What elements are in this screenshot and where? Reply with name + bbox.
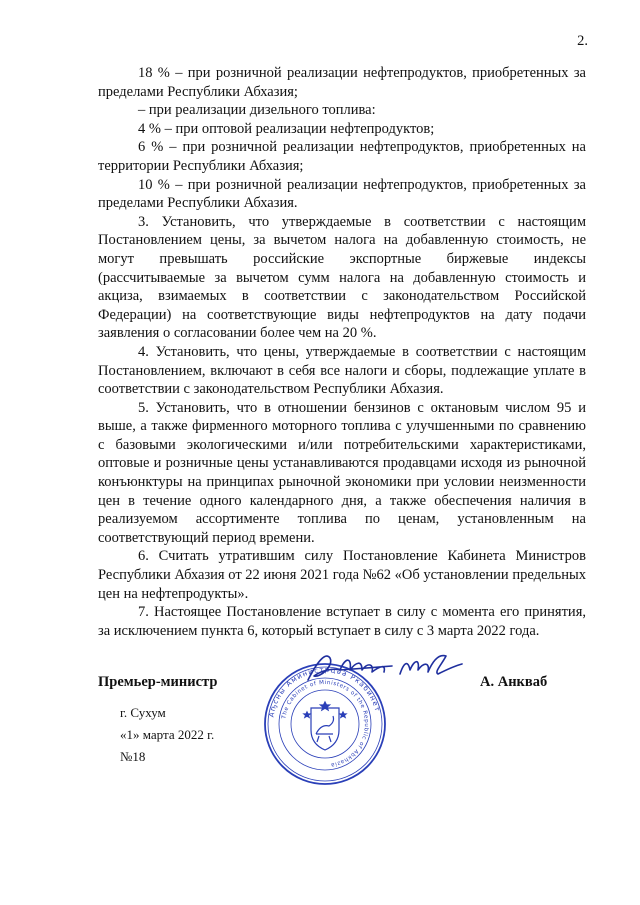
city: г. Сухум bbox=[120, 705, 166, 720]
date: «1» марта 2022 г. bbox=[120, 727, 215, 742]
paragraph: 4 % – при оптовой реализации нефтепродуктов; bbox=[138, 120, 435, 137]
body-text bbox=[98, 64, 586, 640]
signatory-title: Премьер-министр bbox=[98, 674, 218, 690]
svg-text:Аҧсны Аминистрцәа Ркабинет: Аҧсны Аминистрцәа Ркабинет bbox=[267, 665, 382, 718]
paragraph: 6. Считать утратившим силу Постановление Кабинета Министров Республики Абхазия от 22 июня 2021 года №62 «Об установлении предельных цен на нефтепродукты». bbox=[98, 548, 586, 602]
emblem-icon bbox=[304, 702, 346, 750]
paragraph: 10 % – при розничной реализации нефтепродуктов, приобретенных за пределами Республики Абхазия. bbox=[98, 176, 586, 212]
page-number: 2. bbox=[577, 33, 588, 49]
paragraph: 4. Установить, что цены, утверждаемые в соответствии с настоящим Постановлением, включают в себя все налоги и сборы, подлежащие уплате в соответствии с законодательством Республики Абхазия. bbox=[98, 343, 586, 398]
handwritten-signature bbox=[300, 648, 470, 688]
paragraph: 6 % – при розничной реализации нефтепродуктов, приобретенных на территории Республики Абхазия; bbox=[98, 139, 586, 174]
paragraph: 5. Установить, что в отношении бензинов с октановым числом 95 и выше, а также фирменного моторного топлива с улучшенными по сравнению с базовыми экологическими и/или потребительскими характеристиками, оптовые и розничные цены устанавливаются продавцами исходя из рыночной конъюнктуры на принципах рыночной экономики при условии неизменности цен в течение одного календарного дня, а также обеспечения наличия в реализуемом ассортименте топлива по ценам, установленным на соответствующий период времени. bbox=[98, 399, 586, 546]
svg-text:The Cabinet of Ministers of th: The Cabinet of Ministers of the Republic of Abkhazia bbox=[281, 679, 370, 768]
paragraph: – при реализации дизельного топлива: bbox=[138, 102, 376, 119]
paragraph: 18 % – при розничной реализации нефтепродуктов, приобретенных за пределами Республики Абхазия; bbox=[98, 65, 586, 100]
paragraph: 3. Установить, что утверждаемые в соответствии с настоящим Постановлением цены, за вычетом налога на добавленную стоимость, не могут превышать российские экспортные биржевые индексы (рассчитываемые за вычетом сумм налога на добавленную стоимость и акциза, взимаемых в соответствии с законодательством Российской Федерации) на соответствующие виды нефтепродуктов на дату подачи заявления о согласовании более чем на 20 %. bbox=[98, 213, 586, 342]
document-number: №18 bbox=[120, 749, 146, 764]
signatory-name: А. Анкваб bbox=[480, 674, 548, 690]
paragraph: 7. Настоящее Постановление вступает в силу с момента его принятия, за исключением пункта 6, который вступает в силу с 3 марта 2022 года. bbox=[98, 604, 586, 639]
